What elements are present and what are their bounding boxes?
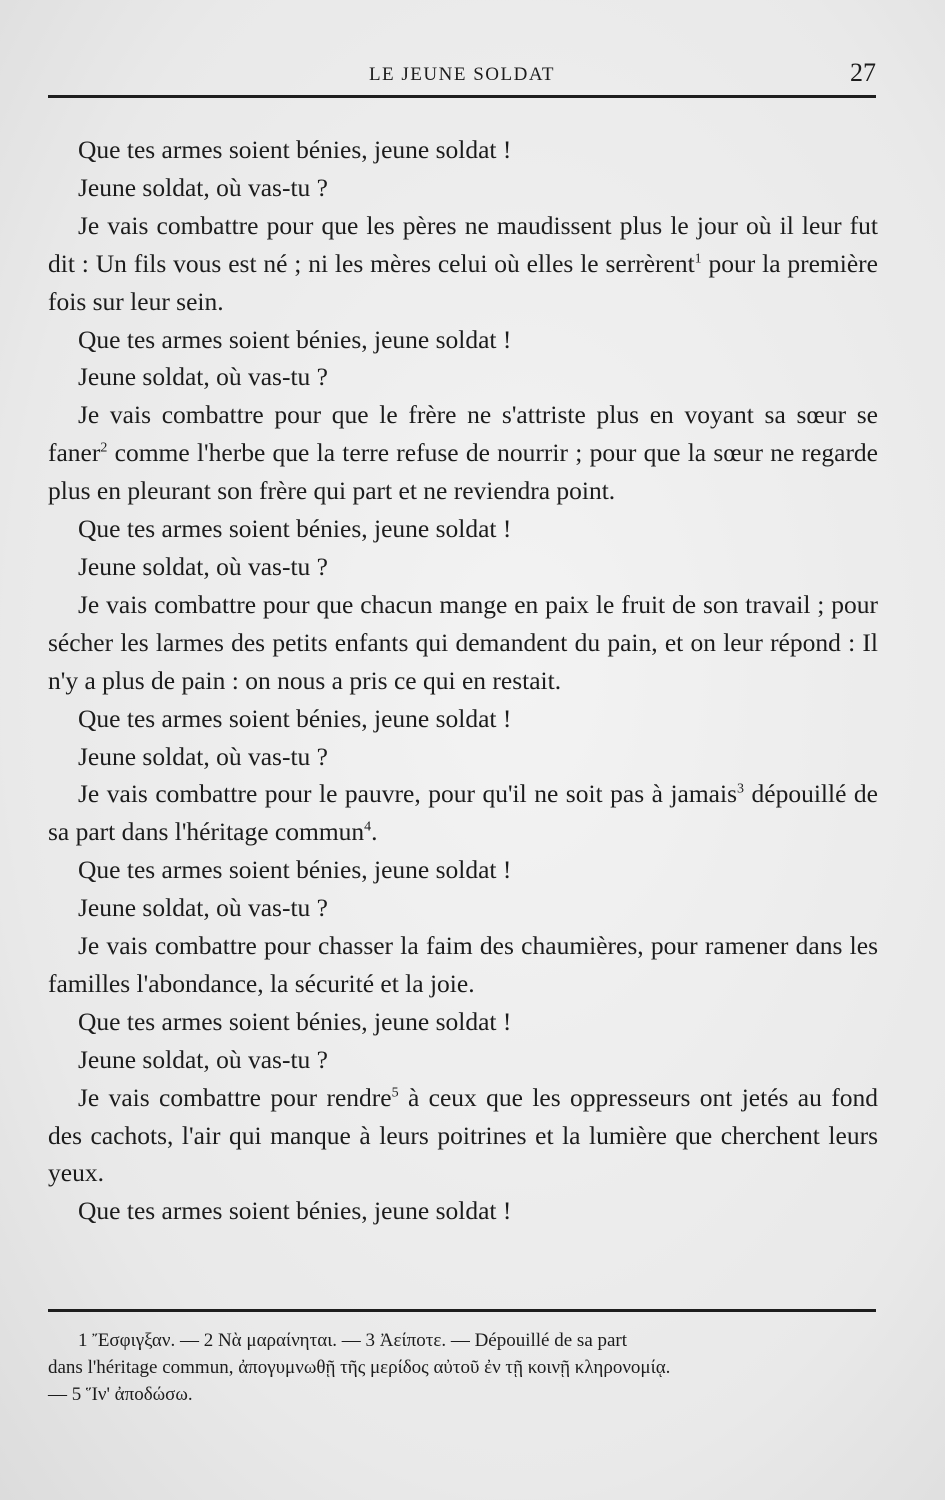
question: Jeune soldat, où vas-tu ? <box>78 362 328 392</box>
page-header <box>48 58 876 92</box>
footnote-marker: 4 <box>364 819 372 835</box>
footnote-line: — 5 Ἵν' ἀποδώσω. <box>48 1384 193 1405</box>
stanza-answer: Je vais combattre pour le pauvre, pour qu'il ne soit pas à jamais$^3$ dépouillé de sa part dans l'héritage commun$^4$. <box>48 779 878 847</box>
stanza-answer: Je vais combattre pour que chacun mange en paix le fruit de son travail ; pour sécher les larmes des petits enfants qui demandent du pain, et on leur répond : Il n'y a plus de pain : on nous a pris ce qui en restait. <box>48 589 878 695</box>
footnotes <box>48 1327 876 1408</box>
refrain: Que tes armes soient bénies, jeune soldat ! <box>78 135 512 164</box>
question: Jeune soldat, où vas-tu ? <box>78 1044 328 1074</box>
refrain: Que tes armes soient bénies, jeune soldat ! <box>78 1196 512 1226</box>
question: Jeune soldat, où vas-tu ? <box>78 893 328 923</box>
running-title: LE JEUNE SOLDAT <box>368 64 556 85</box>
poem-body <box>48 131 878 1230</box>
footnote-rule <box>48 1309 876 1312</box>
refrain: Que tes armes soient bénies, jeune soldat ! <box>78 1006 512 1036</box>
footnote-marker: 2 <box>100 440 108 456</box>
stanza-answer: Je vais combattre pour que le frère ne s'attriste plus en voyant sa sœur se faner$^2$ comme l'herbe que la terre refuse de nourrir ; pour que la sœur ne regarde plus en pleurant son frère qui part et ne reviendra point. <box>48 400 878 506</box>
refrain: Que tes armes soient bénies, jeune soldat ! <box>78 324 512 354</box>
footnote-marker: 5 <box>391 1085 399 1101</box>
refrain: Que tes armes soient bénies, jeune soldat ! <box>78 703 512 733</box>
refrain: Que tes armes soient bénies, jeune soldat ! <box>78 514 512 544</box>
refrain: Que tes armes soient bénies, jeune soldat ! <box>78 855 512 885</box>
footnote-line: dans l'héritage commun, ἀπογυμνωθῇ τῆς μερίδος αὐτοῦ ἐν τῇ κοινῇ κληρονομίᾳ. <box>48 1357 671 1378</box>
footnote-line: 1 Ἔσφιγξαν. — 2 Νὰ μαραίνηται. — 3 Ἀείποτε. — Dépouillé de sa part <box>78 1330 628 1351</box>
question: Jeune soldat, où vas-tu ? <box>78 741 328 771</box>
page-number: 27 <box>850 58 876 87</box>
footnote-marker: 1 <box>694 251 702 267</box>
footnote-marker: 3 <box>737 781 745 797</box>
question: Jeune soldat, où vas-tu ? <box>78 172 328 202</box>
header-rule <box>48 95 876 98</box>
question: Jeune soldat, où vas-tu ? <box>78 551 328 581</box>
stanza-answer: Je vais combattre pour chasser la faim des chaumières, pour ramener dans les familles l'abondance, la sécurité et la joie. <box>48 931 878 998</box>
stanza-answer: Je vais combattre pour rendre$^5$ à ceux que les oppresseurs ont jetés au fond des cachots, l'air qui manque à leurs poitrines et la lumière que cherchent leurs yeux. <box>48 1082 878 1188</box>
stanza-answer: Je vais combattre pour que les pères ne maudissent plus le jour où il leur fut dit : Un fils vous est né ; ni les mères celui où elles le serrèrent$^1$ pour la première fois sur leur sein. <box>48 210 878 316</box>
